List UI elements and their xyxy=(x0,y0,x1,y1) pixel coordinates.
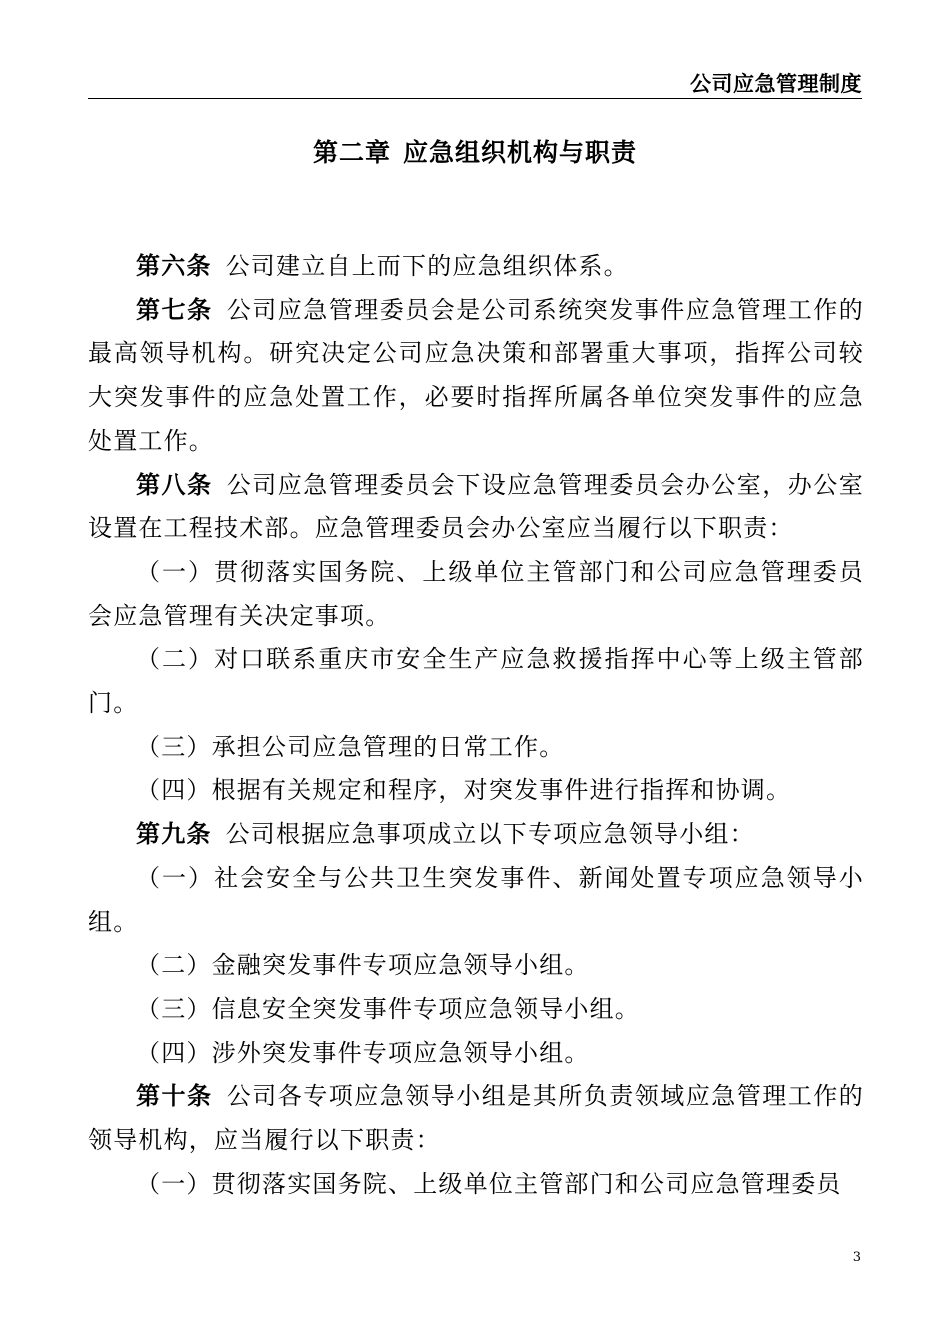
paragraph-text: （二）金融突发事件专项应急领导小组。 xyxy=(136,951,590,980)
document-body xyxy=(88,245,864,1206)
page-header xyxy=(88,68,862,99)
article-label: 第九条 xyxy=(136,820,212,849)
article-label: 第十条 xyxy=(136,1082,213,1111)
paragraph-text: 公司各专项应急领导小组是其所负责领域应急管理工作的领导机构，应当履行以下职责： xyxy=(88,1082,864,1155)
list-item xyxy=(88,638,864,725)
header-title: 公司应急管理制度 xyxy=(690,72,862,96)
paragraph-text: （三）信息安全突发事件专项应急领导小组。 xyxy=(136,994,640,1023)
paragraph-text: 公司建立自上而下的应急组织体系。 xyxy=(225,252,629,280)
paragraph-text: （四）根据有关规定和程序，对突发事件进行指挥和协调。 xyxy=(136,776,792,805)
chapter-heading xyxy=(0,133,950,169)
paragraph-text: 公司应急管理委员会是公司系统突发事件应急管理工作的最高领导机构。研究决定公司应急决策和部署重大事项，指挥公司较大突发事件的应急处置工作，必要时指挥所属各单位突发事件的应急处置工作。 xyxy=(88,295,864,455)
paragraph-text: （一）贯彻落实国务院、上级单位主管部门和公司应急管理委员 xyxy=(136,1169,842,1198)
paragraph-article-7 xyxy=(88,289,864,464)
list-item xyxy=(88,769,864,813)
paragraph-text: 公司根据应急事项成立以下专项应急领导小组： xyxy=(225,820,755,849)
article-label: 第八条 xyxy=(136,470,213,499)
list-item xyxy=(88,1163,864,1207)
chapter-number: 第二章 xyxy=(312,138,391,167)
article-label: 第七条 xyxy=(136,295,213,324)
paragraph-text: （一）贯彻落实国务院、上级单位主管部门和公司应急管理委员会应急管理有关决定事项。 xyxy=(88,557,864,630)
paragraph-article-9 xyxy=(88,813,864,857)
list-item xyxy=(88,857,864,944)
paragraph-text: （四）涉外突发事件专项应急领导小组。 xyxy=(136,1038,590,1067)
list-item xyxy=(88,1032,864,1076)
paragraph-article-10 xyxy=(88,1075,864,1162)
paragraph-article-6 xyxy=(88,245,864,289)
list-item xyxy=(88,944,864,988)
list-item xyxy=(88,726,864,770)
paragraph-text: （一）社会安全与公共卫生突发事件、新闻处置专项应急领导小组。 xyxy=(88,863,864,936)
chapter-name: 应急组织机构与职责 xyxy=(403,138,638,167)
list-item xyxy=(88,551,864,638)
page-number: 3 xyxy=(852,1250,861,1265)
paragraph-text: （二）对口联系重庆市安全生产应急救援指挥中心等上级主管部门。 xyxy=(88,645,864,718)
paragraph-text: 公司应急管理委员会下设应急管理委员会办公室，办公室设置在工程技术部。应急管理委员会办公室应当履行以下职责： xyxy=(88,470,864,543)
paragraph-text: （三）承担公司应急管理的日常工作。 xyxy=(136,732,565,761)
article-label: 第六条 xyxy=(136,252,212,280)
list-item xyxy=(88,988,864,1032)
paragraph-article-8 xyxy=(88,464,864,551)
